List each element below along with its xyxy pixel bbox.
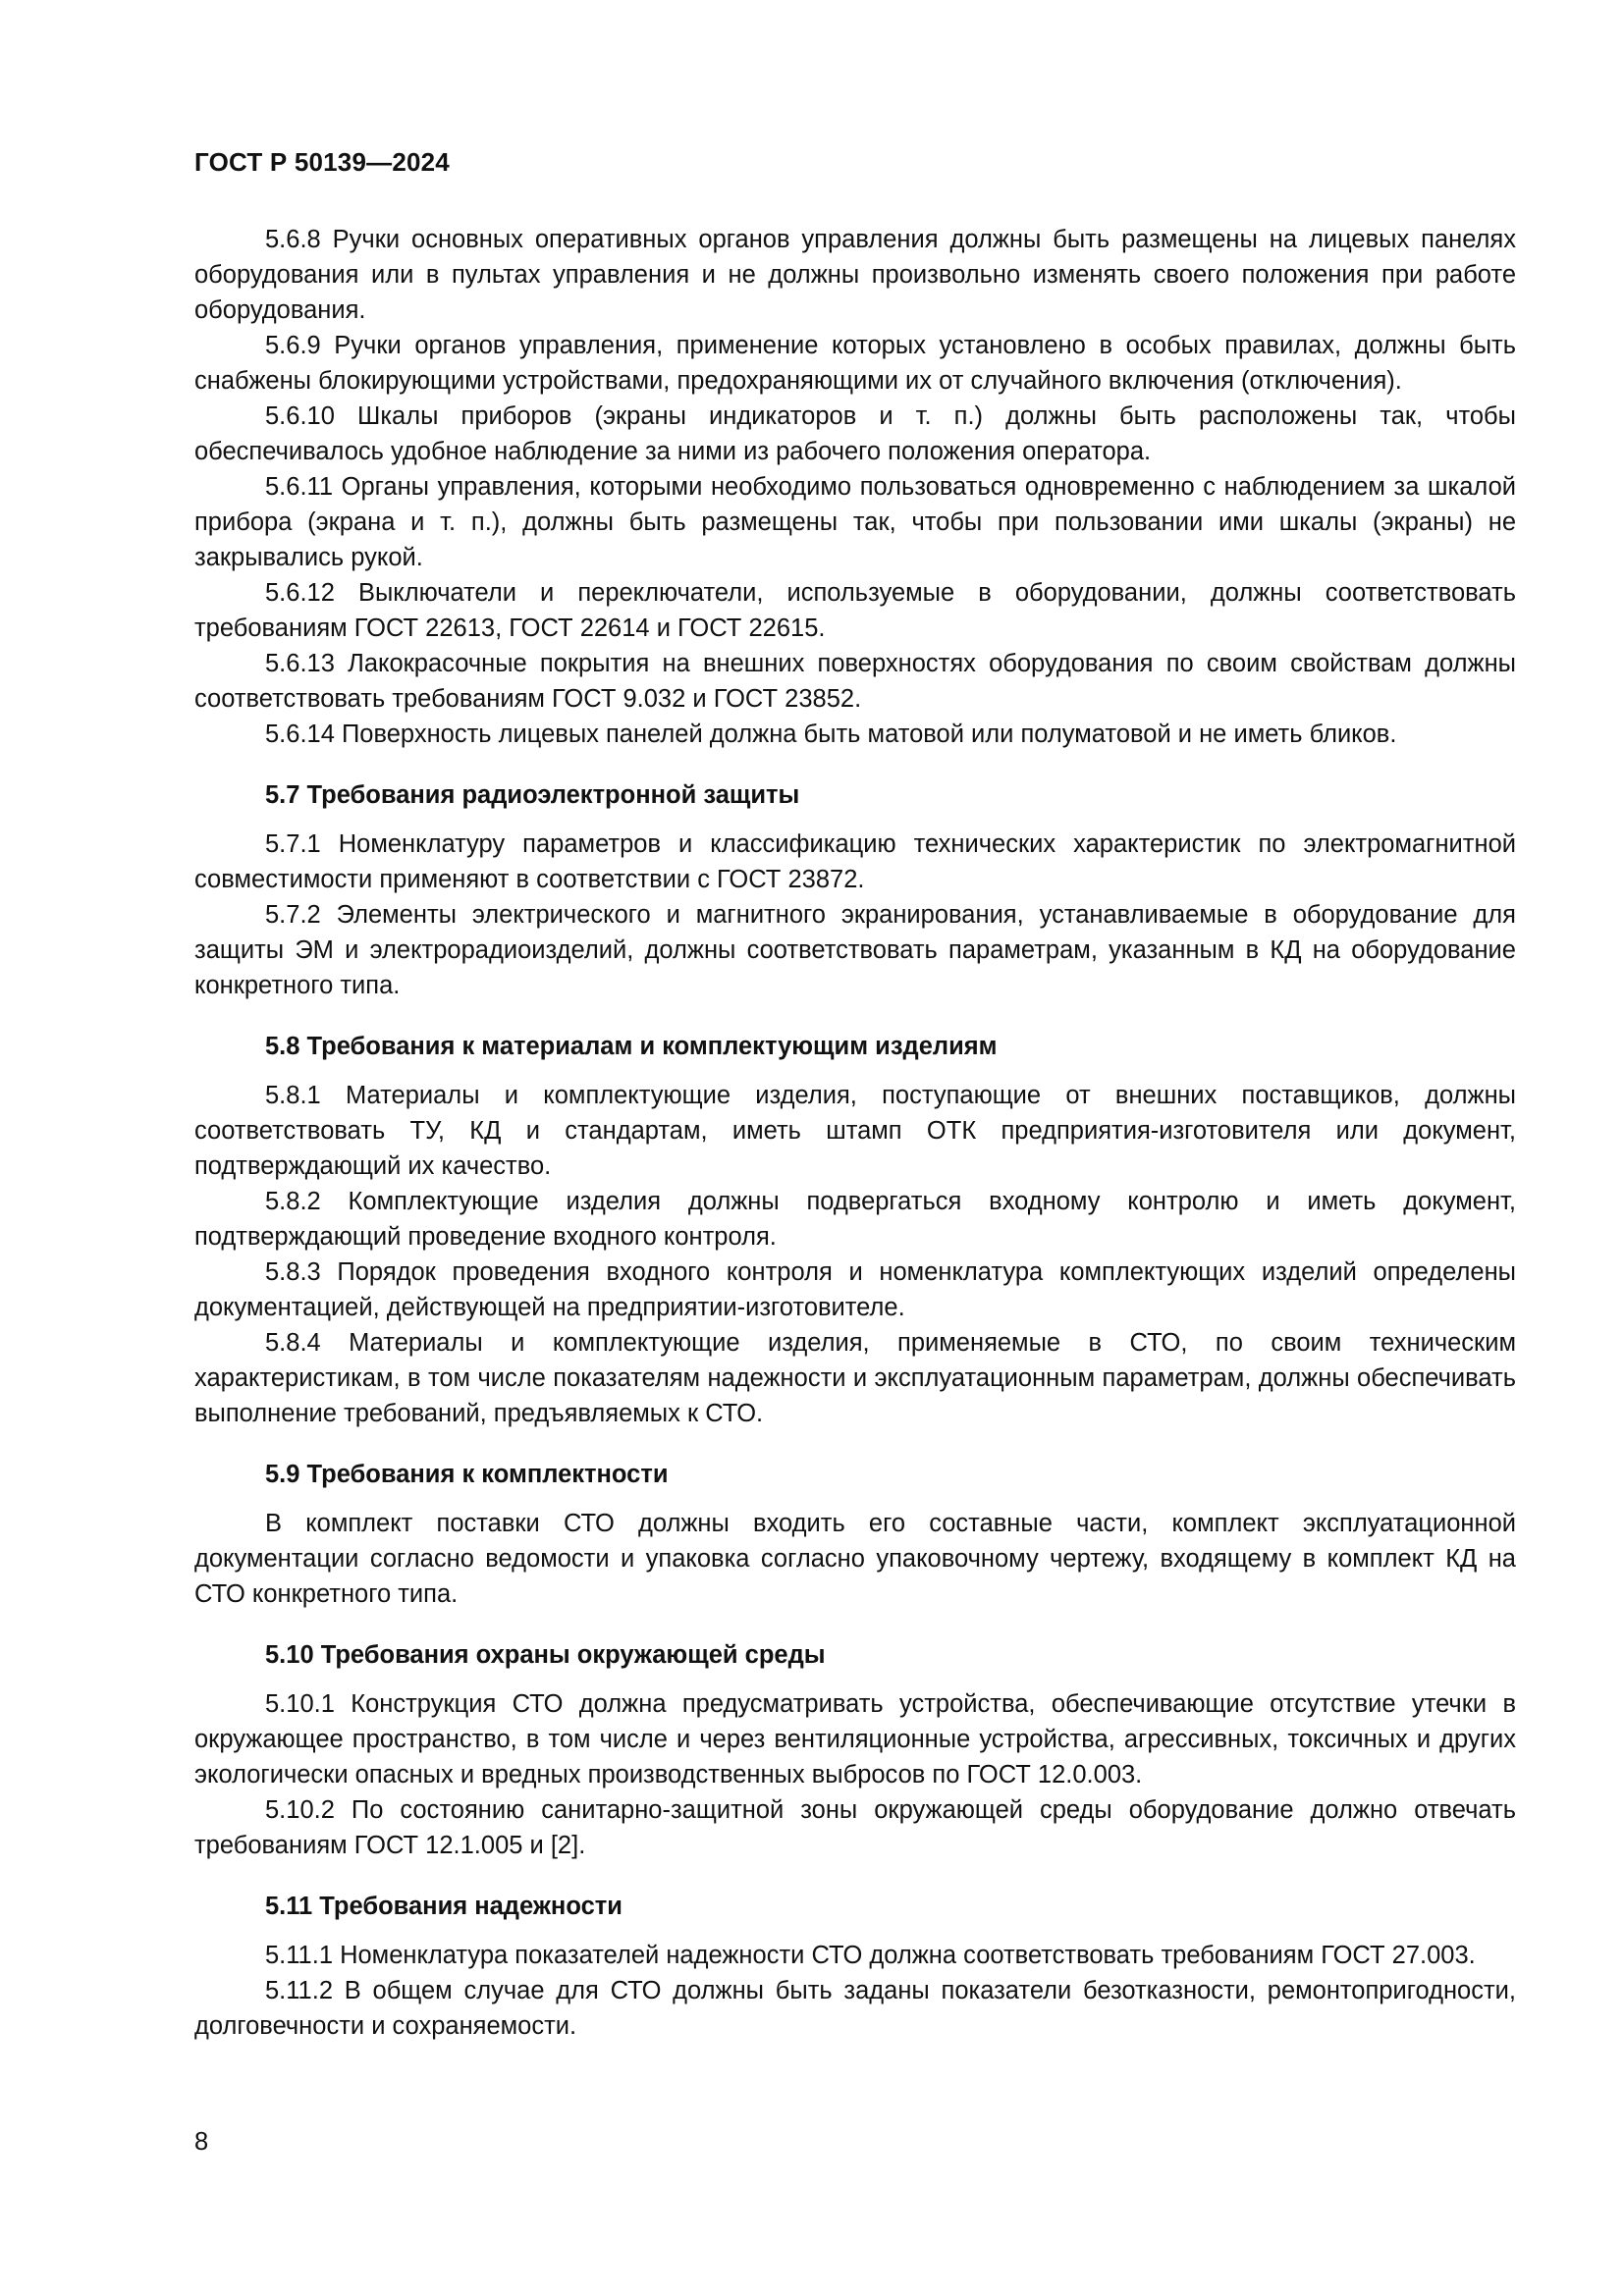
clause-5-8-3: 5.8.3 Порядок проведения входного контроля и номенклатура комплектующих изделий определены документацией, действующей на предприятии-изготовителе.: [194, 1258, 1516, 1321]
clause-5-8-4: 5.8.4 Материалы и комплектующие изделия, применяемые в СТО, по своим техническим характеристикам, в том числе показателям надежности и эксплуатационным параметрам, должны обеспечивать выполнение требований, предъявляемых к СТО.: [194, 1329, 1516, 1427]
clause-5-6-11: 5.6.11 Органы управления, которыми необходимо пользоваться одновременно с наблюдением за шкалой прибора (экрана и т. п.), должны быть размещены так, чтобы при пользовании ими шкалы (экраны) не закрывались рукой.: [194, 473, 1516, 571]
clause-5-6-8: 5.6.8 Ручки основных оперативных органов управления должны быть размещены на лицевых панелях оборудования или в пультах управления и не должны произвольно изменять своего положения при работе оборудования.: [194, 226, 1516, 324]
clause-5-7-2: 5.7.2 Элементы электрического и магнитного экранирования, устанавливаемые в оборудование для защиты ЭМ и электрорадиоизделий, должны соответствовать параметрам, указанным в КД на оборудование конкретного типа.: [194, 901, 1516, 999]
clause-5-6-14: 5.6.14 Поверхность лицевых панелей должна быть матовой или полуматовой и не иметь бликов.: [265, 721, 1397, 748]
section-heading-5-10: 5.10 Требования охраны окружающей среды: [265, 1641, 826, 1669]
clause-5-10-2: 5.10.2 По состоянию санитарно-защитной зоны окружающей среды оборудование должно отвечать требованиям ГОСТ 12.1.005 и [2].: [194, 1796, 1516, 1859]
clause-5-6-12: 5.6.12 Выключатели и переключатели, используемые в оборудовании, должны соответствовать требованиям ГОСТ 22613, ГОСТ 22614 и ГОСТ 22615.: [194, 579, 1516, 642]
clause-5-11-2: 5.11.2 В общем случае для СТО должны быть заданы показатели безотказности, ремонтопригодности, долговечности и сохраняемости.: [194, 1977, 1516, 2040]
section-heading-5-9: 5.9 Требования к комплектности: [265, 1461, 669, 1488]
clause-5-6-9: 5.6.9 Ручки органов управления, применение которых установлено в особых правилах, должны быть снабжены блокирующими устройствами, предохраняющими их от случайного включения (отключения).: [194, 332, 1516, 395]
clause-5-9-text: В комплект поставки СТО должны входить его составные части, комплект эксплуатационной документации согласно ведомости и упаковка согласно упаковочному чертежу, входящему в комплект КД на СТО конкретного типа.: [194, 1510, 1516, 1608]
page-number: 8: [194, 2128, 209, 2156]
section-heading-5-11: 5.11 Требования надежности: [265, 1893, 623, 1920]
clause-5-6-13: 5.6.13 Лакокрасочные покрытия на внешних поверхностях оборудования по своим свойствам должны соответствовать требованиям ГОСТ 9.032 и ГОСТ 23852.: [194, 650, 1516, 713]
clause-5-11-1: 5.11.1 Номенклатура показателей надежности СТО должна соответствовать требованиям ГОСТ 27.003.: [265, 1942, 1476, 1969]
section-heading-5-8: 5.8 Требования к материалам и комплектующим изделиям: [265, 1033, 998, 1060]
document-body: [194, 222, 1516, 2044]
clause-5-7-1: 5.7.1 Номенклатуру параметров и классификацию технических характеристик по электромагнитной совместимости применяют в соответствии с ГОСТ 23872.: [194, 830, 1516, 893]
section-heading-5-7: 5.7 Требования радиоэлектронной защиты: [265, 781, 800, 809]
clause-5-8-2: 5.8.2 Комплектующие изделия должны подвергаться входному контролю и иметь документ, подтверждающий проведение входного контроля.: [194, 1188, 1516, 1251]
document-header: ГОСТ Р 50139—2024: [194, 147, 450, 177]
clause-5-10-1: 5.10.1 Конструкция СТО должна предусматривать устройства, обеспечивающие отсутствие утечки в окружающее пространство, в том числе и через вентиляционные устройства, агрессивных, токсичных и других экологически опасных и вредных производственных выбросов по ГОСТ 12.0.003.: [194, 1690, 1516, 1789]
clause-5-8-1: 5.8.1 Материалы и комплектующие изделия, поступающие от внешних поставщиков, должны соответствовать ТУ, КД и стандартам, иметь штамп ОТК предприятия-изготовителя или документ, подтверждающий их качество.: [194, 1082, 1516, 1180]
clause-5-6-10: 5.6.10 Шкалы приборов (экраны индикаторов и т. п.) должны быть расположены так, чтобы обеспечивалось удобное наблюдение за ними из рабочего положения оператора.: [194, 402, 1516, 465]
